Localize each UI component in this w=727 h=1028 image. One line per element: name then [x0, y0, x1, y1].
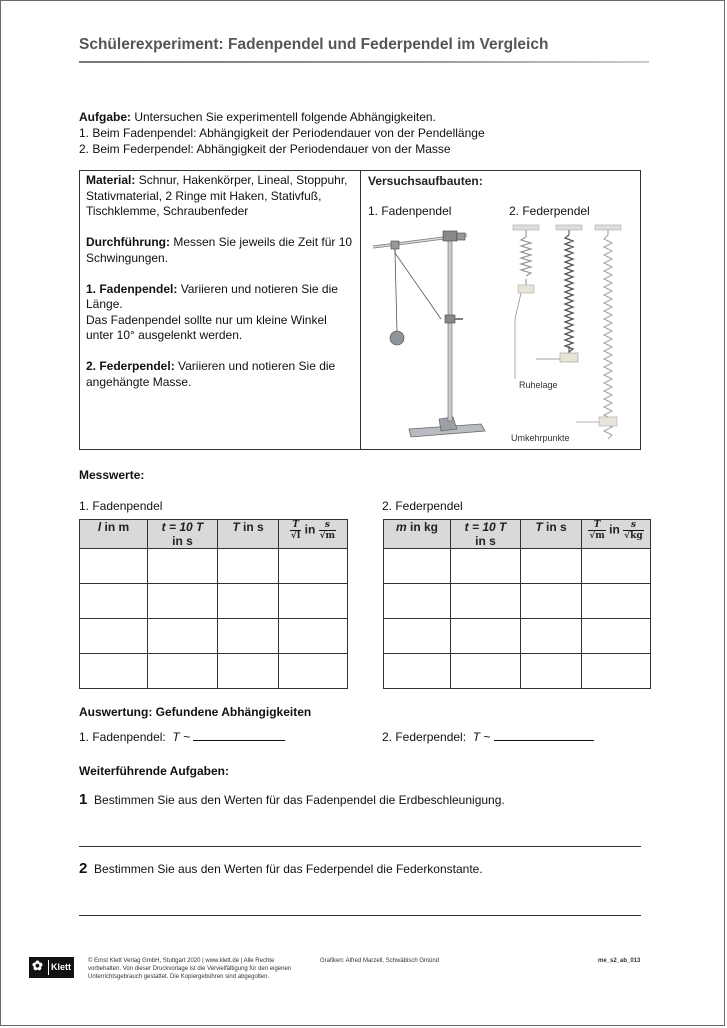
material-paragraph [86, 173, 354, 220]
col-period: T in s [521, 520, 582, 549]
turning-points-label: Umkehrpunkte [511, 433, 570, 443]
klett-logo-glyph: ✿ [32, 959, 43, 974]
table-cell[interactable] [384, 654, 451, 689]
table-cell[interactable] [80, 584, 148, 619]
evaluation-fadenpendel: 1. Fadenpendel: T ~ [79, 730, 285, 744]
table-row [384, 549, 651, 584]
title-rule [79, 61, 649, 63]
table-cell[interactable] [582, 619, 651, 654]
material-text: Schnur, Hakenkörper, Lineal, Stoppuhr, Stativmaterial, 2 Ringe mit Haken, Stativfuß, Tischklemme, Schraubenfeder [86, 173, 348, 218]
col-ratio: $\frac{T}{√m}$ in $\frac{s}{√kg}$ [582, 520, 651, 549]
fadenpendel-table [79, 519, 348, 689]
material-label: Material: [86, 173, 136, 187]
col-period: T in s [218, 520, 279, 549]
task-item-2: 2. Beim Federpendel: Abhängigkeit der Periodendauer von der Masse [79, 142, 451, 156]
answer-blank-federpendel[interactable] [494, 730, 594, 741]
task-intro: Untersuchen Sie experimentell folgende Abhängigkeiten. [131, 110, 436, 124]
table-cell[interactable] [279, 654, 348, 689]
task-block [79, 109, 485, 157]
material-column [80, 171, 361, 449]
fadenpendel-text: Variieren und notieren Sie die Länge. [86, 281, 338, 311]
table-cell[interactable] [218, 654, 279, 689]
col-ratio: $\frac{T}{√l}$ in $\frac{s}{√m}$ [279, 520, 348, 549]
table-header-row [80, 520, 348, 549]
col-length: l in m [80, 520, 148, 549]
table-cell[interactable] [218, 584, 279, 619]
question-2 [79, 860, 483, 877]
table-cell[interactable] [148, 549, 218, 584]
table-cell[interactable] [582, 654, 651, 689]
table-header-row [384, 520, 651, 549]
table-cell[interactable] [384, 619, 451, 654]
material-setup-box [79, 170, 641, 450]
table-cell[interactable] [451, 584, 521, 619]
table-cell[interactable] [218, 619, 279, 654]
fadenpendel-note: Das Fadenpendel sollte nur um kleine Winkel unter 10° ausgelenkt werden. [86, 312, 327, 342]
col-ten-periods: t = 10 T in s [451, 520, 521, 549]
col-mass: m in kg [384, 520, 451, 549]
spring-drawing-3 [576, 225, 621, 439]
table-row [384, 584, 651, 619]
procedure-paragraph [86, 235, 354, 266]
footer-graphics: Grafiken: Alfred Marzell, Schwäbisch Gmünd [320, 958, 440, 964]
federpendel-text: Variieren und notieren Sie die angehängte Masse. [86, 359, 336, 389]
table-cell[interactable] [451, 619, 521, 654]
rest-position-label: Ruhelage [519, 380, 558, 390]
table-row [80, 654, 348, 689]
table-cell[interactable] [80, 549, 148, 584]
procedure-label: Durchführung: [86, 235, 170, 249]
answer-blank-fadenpendel[interactable] [193, 730, 285, 741]
table-cell[interactable] [148, 619, 218, 654]
question-2-text: Bestimmen Sie aus den Werten für das Federpendel die Federkonstante. [94, 862, 483, 876]
table-cell[interactable] [521, 619, 582, 654]
table-cell[interactable] [451, 549, 521, 584]
measurements-heading: Messwerte: [79, 468, 145, 482]
question-1-number: 1 [79, 791, 88, 808]
table-row [80, 619, 348, 654]
table-cell[interactable] [521, 654, 582, 689]
further-tasks-heading: Weiterführende Aufgaben: [79, 764, 230, 778]
fadenpendel-instruction [86, 282, 354, 313]
federpendel-instruction [86, 359, 354, 390]
table-cell[interactable] [80, 619, 148, 654]
table-row [384, 654, 651, 689]
question-1-text: Bestimmen Sie aus den Werten für das Fadenpendel die Erdbeschleunigung. [94, 793, 505, 807]
setup-heading: Versuchsaufbauten: [368, 174, 483, 188]
federpendel-table [383, 519, 651, 689]
footer-code: me_s2_ab_013 [598, 958, 641, 964]
task-item-1: 1. Beim Fadenpendel: Abhängigkeit der Periodendauer von der Pendellänge [79, 126, 485, 140]
table1-label: 1. Fadenpendel [79, 499, 163, 513]
table-cell[interactable] [451, 654, 521, 689]
task-intro-line [79, 109, 485, 125]
setup-column [361, 171, 641, 449]
table-cell[interactable] [582, 549, 651, 584]
table-cell[interactable] [521, 549, 582, 584]
table-cell[interactable] [279, 549, 348, 584]
klett-logo [29, 957, 74, 978]
pendulum-illustration [361, 219, 641, 449]
table-cell[interactable] [218, 549, 279, 584]
table2-label: 2. Federpendel [382, 499, 463, 513]
table-cell[interactable] [384, 549, 451, 584]
footer-copyright: © Ernst Klett Verlag GmbH, Stuttgart 2020 | www.klett.de | Alle Rechte vorbehalten. Von dieser Druckvorlage ist die Vervielfältigung für den eigenen Unterrichtsgebrauch gestattet. Die Kopiergebühren sind abgegolten. [88, 958, 292, 980]
table-cell[interactable] [582, 584, 651, 619]
procedure-text: Messen Sie jeweils die Zeit für 10 Schwingungen. [86, 235, 353, 265]
table-cell[interactable] [80, 654, 148, 689]
answer-line-1[interactable] [79, 846, 641, 847]
table-cell[interactable] [148, 584, 218, 619]
stand-drawing [373, 231, 485, 437]
table-cell[interactable] [384, 584, 451, 619]
spring-drawing-1 [513, 225, 539, 379]
evaluation-federpendel: 2. Federpendel: T ~ [382, 730, 594, 744]
klett-logo-text: Klett [51, 962, 71, 972]
answer-line-2[interactable] [79, 915, 641, 916]
federpendel-label: 2. Federpendel: [86, 359, 175, 373]
question-1 [79, 791, 505, 808]
table-cell[interactable] [279, 619, 348, 654]
table-cell[interactable] [279, 584, 348, 619]
question-2-number: 2 [79, 860, 88, 877]
page-title: Schülerexperiment: Fadenpendel und Federpendel im Vergleich [79, 36, 549, 53]
table-row [80, 584, 348, 619]
table-row [80, 549, 348, 584]
table-row [384, 619, 651, 654]
evaluation-heading: Auswertung: Gefundene Abhängigkeiten [79, 705, 312, 719]
table-cell[interactable] [148, 654, 218, 689]
table-cell[interactable] [521, 584, 582, 619]
task-label: Aufgabe: [79, 110, 131, 124]
spring-drawing-2 [536, 225, 582, 362]
col-ten-periods: t = 10 T in s [148, 520, 218, 549]
setup-label-federpendel: 2. Federpendel [509, 204, 590, 218]
fadenpendel-label: 1. Fadenpendel: [86, 281, 178, 296]
setup-label-fadenpendel: 1. Fadenpendel [368, 204, 452, 218]
